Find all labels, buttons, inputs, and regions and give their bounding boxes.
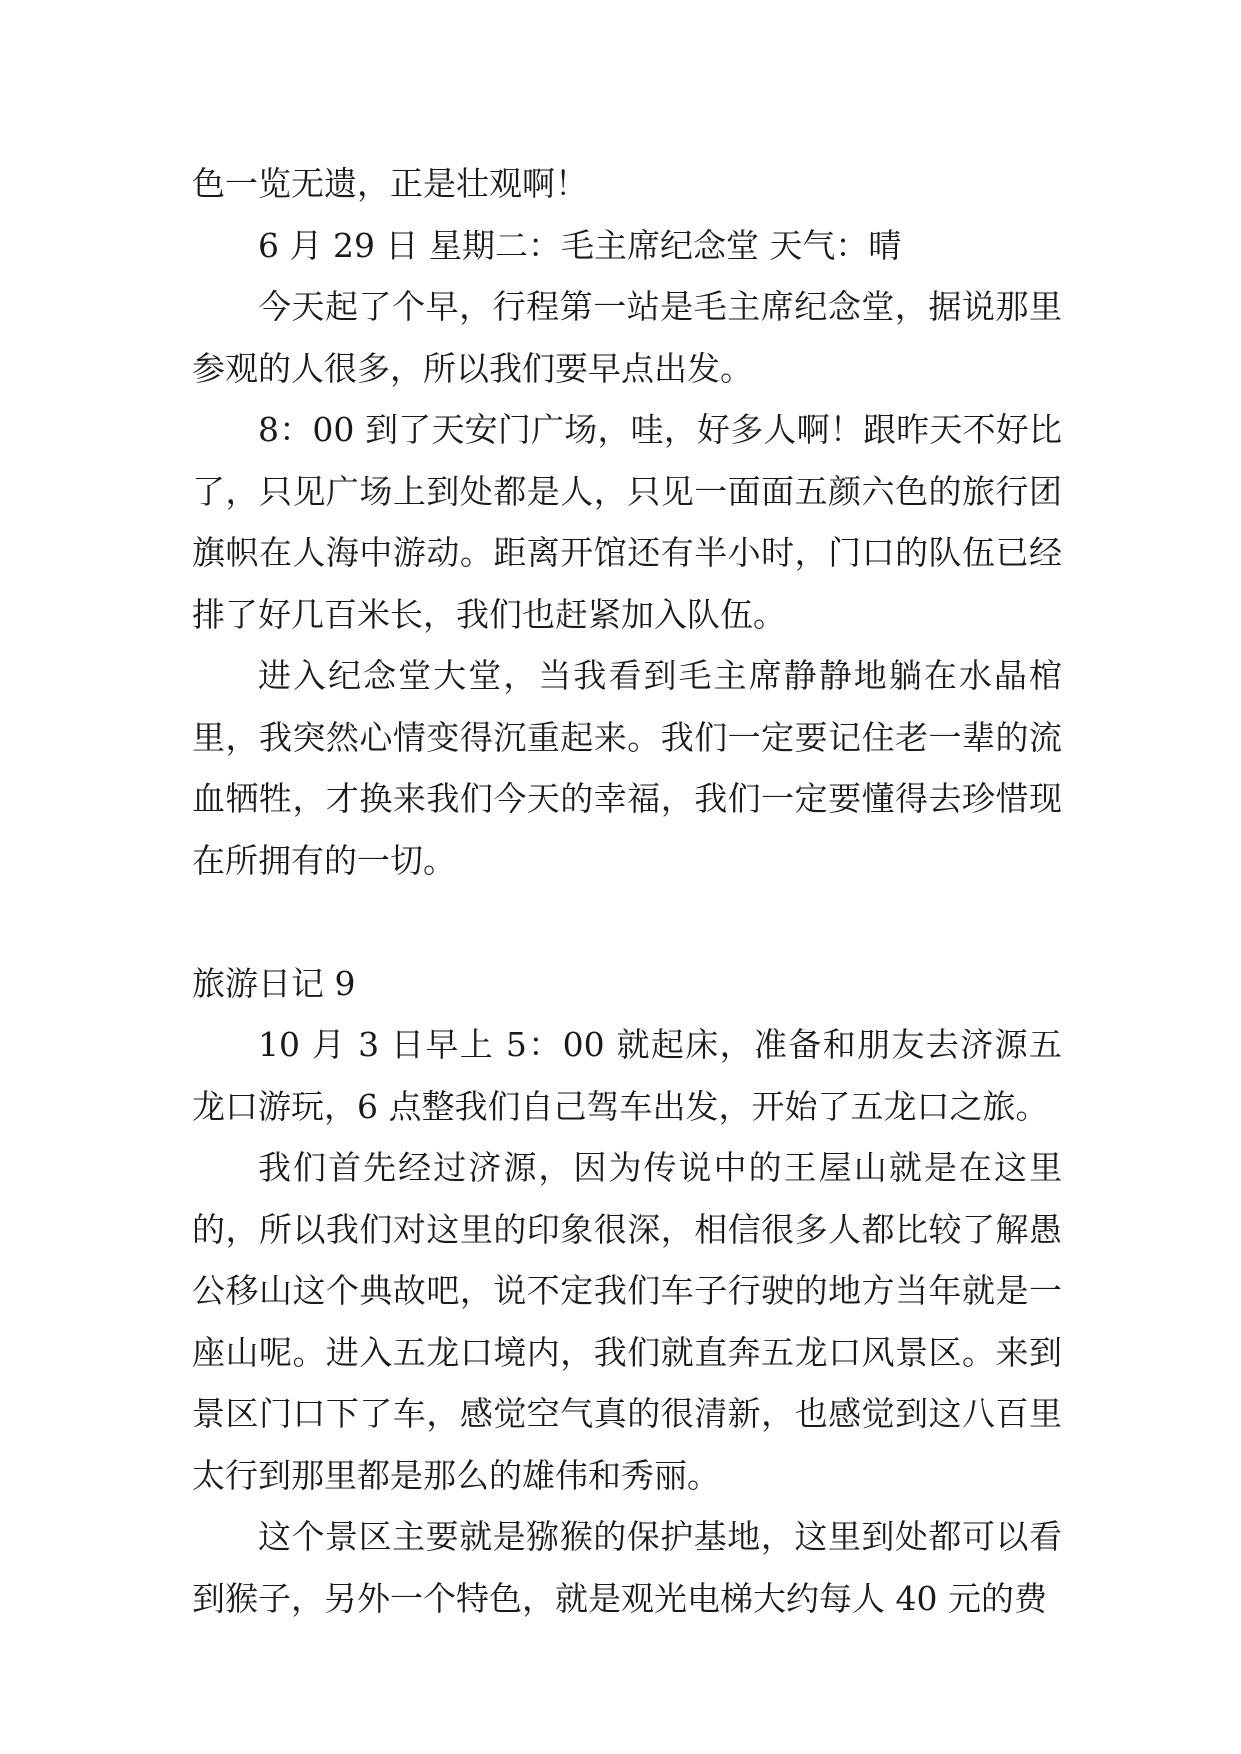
paragraph: 10 月 3 日早上 5：00 就起床，准备和朋友去济源五龙口游玩，6 点整我们自己驾车出发，开始了五龙口之旅。	[192, 1025, 1062, 1126]
paragraph: 色一览无遗，正是壮观啊！	[192, 164, 588, 203]
diary-entry-header: 6 月 29 日 星期二：毛主席纪念堂 天气：晴	[258, 225, 902, 265]
document-body	[192, 153, 1062, 1629]
section-title: 旅游日记 9	[192, 963, 356, 1003]
blank-line	[192, 891, 1062, 953]
paragraph: 今天起了个早，行程第一站是毛主席纪念堂，据说那里参观的人很多，所以我们要早点出发。	[192, 287, 1062, 388]
paragraph: 8：00 到了天安门广场，哇，好多人啊！跟昨天不好比了，只见广场上到处都是人，只见一面面五颜六色的旅行团旗帜在人海中游动。距离开馆还有半小时，门口的队伍已经排了好几百米长，我们也赶紧加入队伍。	[192, 410, 1062, 634]
paragraph: 我们首先经过济源，因为传说中的王屋山就是在这里的，所以我们对这里的印象很深，相信很多人都比较了解愚公移山这个典故吧，说不定我们车子行驶的地方当年就是一座山呢。进入五龙口境内，我们就直奔五龙口风景区。来到景区门口下了车，感觉空气真的很清新，也感觉到这八百里太行到那里都是那么的雄伟和秀丽。	[192, 1148, 1062, 1495]
paragraph: 这个景区主要就是猕猴的保护基地，这里到处都可以看到猴子，另外一个特色，就是观光电梯大约每人 40 元的费	[192, 1517, 1062, 1618]
paragraph: 进入纪念堂大堂，当我看到毛主席静静地躺在水晶棺里，我突然心情变得沉重起来。我们一定要记住老一辈的流血牺牲，才换来我们今天的幸福，我们一定要懂得去珍惜现在所拥有的一切。	[192, 656, 1062, 880]
